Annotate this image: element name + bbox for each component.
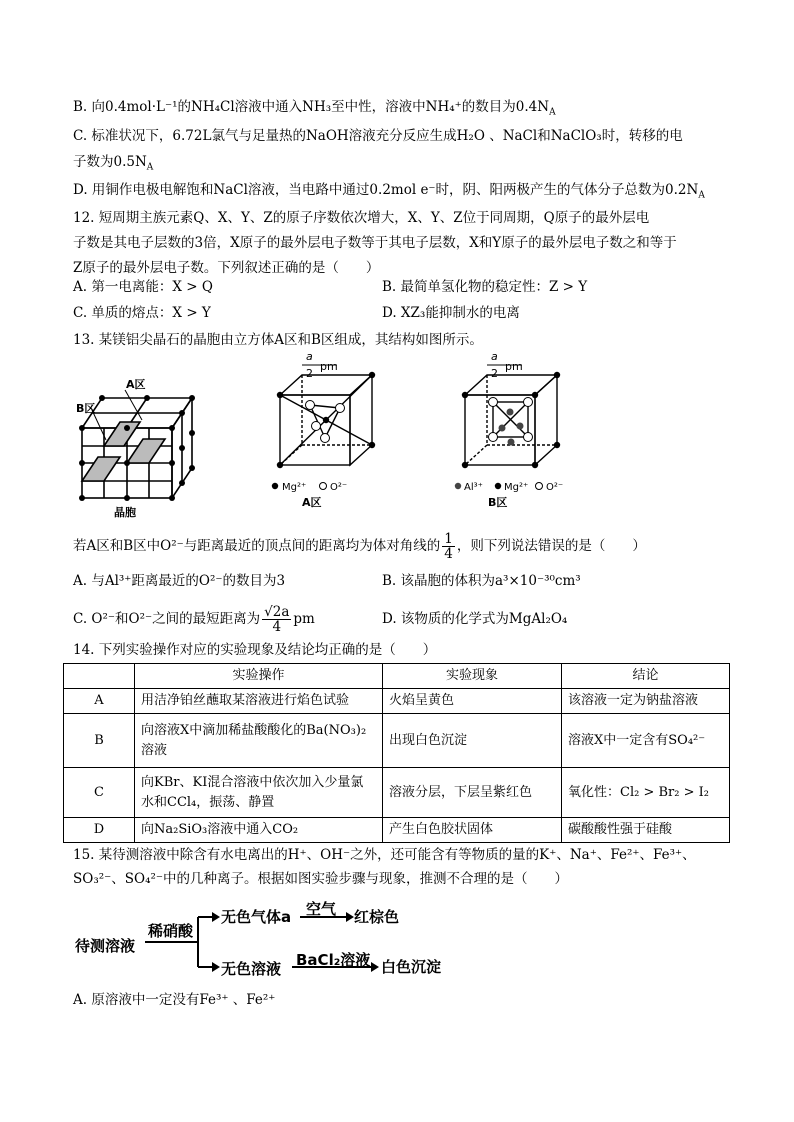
q12-option-b: B. 最简单氢化物的稳定性：Z > Y xyxy=(382,279,588,295)
table-header-cell: 实验现象 xyxy=(383,664,562,689)
table-cell-label: A xyxy=(64,689,135,714)
experiment-table xyxy=(63,663,730,843)
q11-option-d xyxy=(73,180,705,206)
q13-option-c xyxy=(73,604,315,634)
table-cell: 碳酸酸性强于硅酸 xyxy=(562,818,730,843)
legend-a-o: O²⁻ xyxy=(330,482,348,493)
flow-reagent: 稀硝酸 xyxy=(148,922,194,940)
table-cell: 溶液X中一定含有SO₄²⁻ xyxy=(562,714,730,768)
table-header-cell xyxy=(64,664,135,689)
b-region-cube xyxy=(465,375,557,465)
table-row xyxy=(64,714,730,768)
q12-option-d: D. XZ₃能抑制水的电离 xyxy=(382,305,520,321)
q13-option-a: A. 与Al³⁺距离最近的O²⁻的数目为3 xyxy=(73,573,286,589)
table-cell: 产生白色胶状固体 xyxy=(383,818,562,843)
q13-option-c-pre: C. O²⁻和O²⁻之间的最短距离为 xyxy=(73,611,261,627)
q12-option-a: A. 第一电离能：X > Q xyxy=(73,279,213,295)
flow-bacl2: BaCl₂溶液 xyxy=(296,951,371,969)
a-half-numerator: a xyxy=(306,350,313,363)
b-half-denominator: 2 xyxy=(491,367,498,380)
q15-stem-line1: 15. 某待测溶液中除含有水电离出的H⁺、OH⁻之外，还可能含有等物质的量的K⁺、Na⁺、Fe²⁺、Fe³⁺、 xyxy=(73,847,696,863)
flow-precipitate: 白色沉淀 xyxy=(381,958,442,976)
caption-b-region: B区 xyxy=(488,496,508,509)
a-half-unit: pm xyxy=(320,360,338,373)
q11-option-c-text: 子数为0.5N xyxy=(73,154,147,170)
table-header-cell: 实验操作 xyxy=(135,664,383,689)
fraction-numerator: 1 xyxy=(444,531,453,547)
table-cell: 向溶液X中滴加稀盐酸酸化的Ba(NO₃)₂溶液 xyxy=(135,714,383,768)
q13-option-c-post: pm xyxy=(293,611,315,627)
q13-option-d: D. 该物质的化学式为MgAl₂O₄ xyxy=(382,611,568,627)
table-row xyxy=(64,818,730,843)
subscript-a: A xyxy=(146,162,154,173)
table-cell-label: D xyxy=(64,818,135,843)
q11-option-c-line1: C. 标准状况下，6.72L氯气与足量热的NaOH溶液充分反应生成H₂O 、NaCl和NaClO₃时，转移的电 xyxy=(73,128,683,144)
b-half-numerator: a xyxy=(491,350,498,363)
q15-option-a: A. 原溶液中一定没有Fe³⁺ 、Fe²⁺ xyxy=(73,992,276,1008)
table-header-row xyxy=(64,664,730,689)
q12-stem-line1: 12. 短周期主族元素Q、X、Y、Z的原子序数依次增大，X、Y、Z位于同周期，Q原子的最外层电 xyxy=(73,210,650,226)
caption-a-region: A区 xyxy=(302,496,322,509)
fraction-denominator: 4 xyxy=(444,546,453,562)
label-b-region: B区 xyxy=(76,402,96,415)
table-cell: 向Na₂SiO₃溶液中通入CO₂ xyxy=(135,818,383,843)
legend-b-o: O²⁻ xyxy=(546,482,564,493)
fraction-sqrt2a-over-4 xyxy=(262,605,291,634)
legend-b-mg: Mg²⁺ xyxy=(504,482,529,493)
table-cell-label: B xyxy=(64,714,135,768)
q12-option-c: C. 单质的熔点：X > Y xyxy=(73,305,211,321)
q12-stem-line2: 子数是其电子层数的3倍，X原子的最外层电子数等于其电子层数，X和Y原子的最外层电子数之和等于 xyxy=(73,235,677,251)
crystal-structure-figure xyxy=(70,350,570,520)
table-cell: 向KBr、KI混合溶液中依次加入少量氯水和CCl₄，振荡、静置 xyxy=(135,768,383,818)
table-cell-label: C xyxy=(64,768,135,818)
unit-cell-diagram xyxy=(82,398,192,498)
q14-stem: 14. 下列实验操作对应的实验现象及结论均正确的是（ ） xyxy=(73,642,437,658)
q13-condition-post: ，则下列说法错误的是（ ） xyxy=(456,538,646,554)
fraction-one-quarter xyxy=(442,532,455,561)
fraction-denominator: 4 xyxy=(272,619,282,635)
table-cell: 火焰呈黄色 xyxy=(383,689,562,714)
q11-option-b xyxy=(73,97,556,123)
flow-start: 待测溶液 xyxy=(75,937,136,955)
table-row xyxy=(64,768,730,818)
q13-condition xyxy=(73,531,646,561)
legend-a-mg: Mg²⁺ xyxy=(282,482,307,493)
table-cell: 溶液分层，下层呈紫红色 xyxy=(383,768,562,818)
flow-air: 空气 xyxy=(306,900,337,918)
flowchart-arrows xyxy=(140,905,400,975)
q13-option-b: B. 该晶胞的体积为a³×10⁻³⁰cm³ xyxy=(382,573,581,589)
table-cell: 出现白色沉淀 xyxy=(383,714,562,768)
q11-option-b-text: B. 向0.4mol·L⁻¹的NH₄Cl溶液中通入NH₃至中性，溶液中NH₄⁺的数目为0.4N xyxy=(73,99,550,115)
label-unit-cell: 晶胞 xyxy=(114,506,136,519)
legend-b-al: Al³⁺ xyxy=(464,482,483,493)
q12-stem-line3: Z原子的最外层电子数。下列叙述正确的是（ ） xyxy=(73,260,380,276)
q13-condition-pre: 若A区和B区中O²⁻与距离最近的顶点间的距离均为体对角线的 xyxy=(73,538,441,554)
flow-gas-result: 红棕色 xyxy=(354,908,400,926)
table-cell: 用洁净铂丝蘸取某溶液进行焰色试验 xyxy=(135,689,383,714)
label-a-region: A区 xyxy=(126,378,146,391)
subscript-a: A xyxy=(698,190,705,201)
fraction-numerator: √2a xyxy=(264,604,290,620)
a-half-denominator: 2 xyxy=(306,367,313,380)
q11-option-c-line2 xyxy=(73,152,153,178)
table-row xyxy=(64,689,730,714)
flow-gas: 无色气体a xyxy=(221,908,292,926)
table-cell: 氧化性：Cl₂ > Br₂ > I₂ xyxy=(562,768,730,818)
flow-solution: 无色溶液 xyxy=(221,960,282,978)
q11-option-d-text: D. 用铜作电极电解饱和NaCl溶液，当电路中通过0.2mol e⁻时，阴、阳两极产生的气体分子总数为0.2N xyxy=(73,182,699,198)
table-cell: 该溶液一定为钠盐溶液 xyxy=(562,689,730,714)
b-half-unit: pm xyxy=(505,360,523,373)
subscript-a: A xyxy=(549,107,556,118)
table-header-cell: 结论 xyxy=(562,664,730,689)
q13-stem: 13. 某镁铝尖晶石的晶胞由立方体A区和B区组成，其结构如图所示。 xyxy=(73,332,483,348)
q15-stem-line2: SO₃²⁻、SO₄²⁻中的几种离子。根据如图实验步骤与现象，推测不合理的是（ ） xyxy=(73,871,569,887)
